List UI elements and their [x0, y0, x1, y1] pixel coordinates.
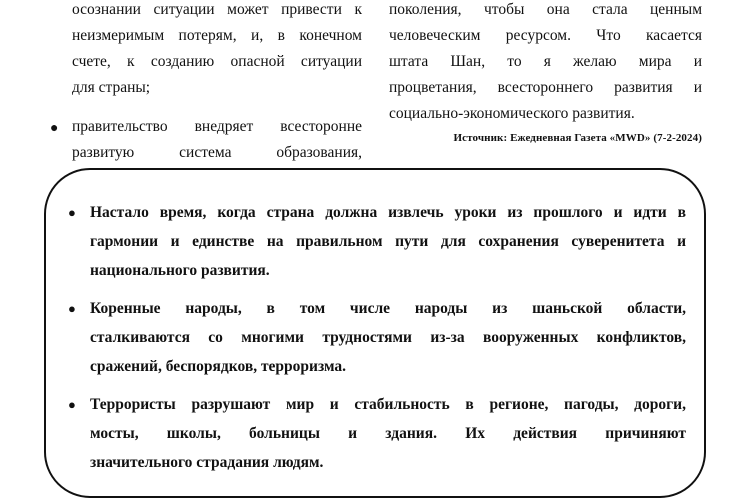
text-line: гармонии и единстве на правильном пути для сохранения суверенитета и — [90, 233, 686, 250]
bullet-icon: ● — [68, 301, 76, 316]
text-line: Террористы разрушают мир и стабильность в регионе, пагоды, дороги, — [90, 396, 686, 413]
text-line: человеческим ресурсом. Что касается — [389, 27, 702, 44]
text-line: значительного страдания людям. — [90, 454, 324, 471]
text-line: мосты, школы, больницы и здания. Их действия причиняют — [90, 425, 686, 442]
text-line: процветания, всестороннего развития и — [389, 79, 702, 96]
text-line: развитую система образования, — [72, 144, 362, 161]
box-bullet-list — [64, 198, 686, 486]
list-item — [64, 294, 686, 381]
text-line: для страны; — [72, 79, 151, 96]
left-column — [72, 0, 362, 101]
text-line: национального развития. — [90, 262, 270, 279]
text-line: сталкиваются со многими трудностями из-за вооруженных конфликтов, — [90, 329, 686, 346]
source-citation: Источник: Ежедневная Газета «MWD» (7-2-2024) — [453, 132, 702, 144]
text-line: Настало время, когда страна должна извлечь уроки из прошлого и идти в — [90, 204, 686, 221]
text-line: неизмеримым потерям, и, в конечном — [72, 27, 362, 44]
text-line: поколения, чтобы она стала ценным — [389, 1, 702, 18]
list-item — [64, 390, 686, 477]
text-line: счете, к созданию опасной ситуации — [72, 53, 362, 70]
text-line: Коренные народы, в том числе народы из шаньской области, — [90, 300, 686, 317]
bullet-icon: ● — [50, 121, 59, 136]
list-item — [64, 198, 686, 285]
bullet-icon: ● — [68, 397, 76, 412]
text-line: штата Шан, то я желаю мира и — [389, 53, 702, 70]
text-line: осознании ситуации может привести к — [72, 1, 362, 18]
text-line: сражений, беспорядков, терроризма. — [90, 358, 347, 375]
text-line: социально-экономического развития. — [389, 105, 635, 122]
text-line: правительство внедряет всесторонне — [72, 118, 362, 135]
left-bullet-item — [72, 114, 362, 166]
right-column — [389, 0, 702, 127]
bullet-icon: ● — [68, 205, 76, 220]
